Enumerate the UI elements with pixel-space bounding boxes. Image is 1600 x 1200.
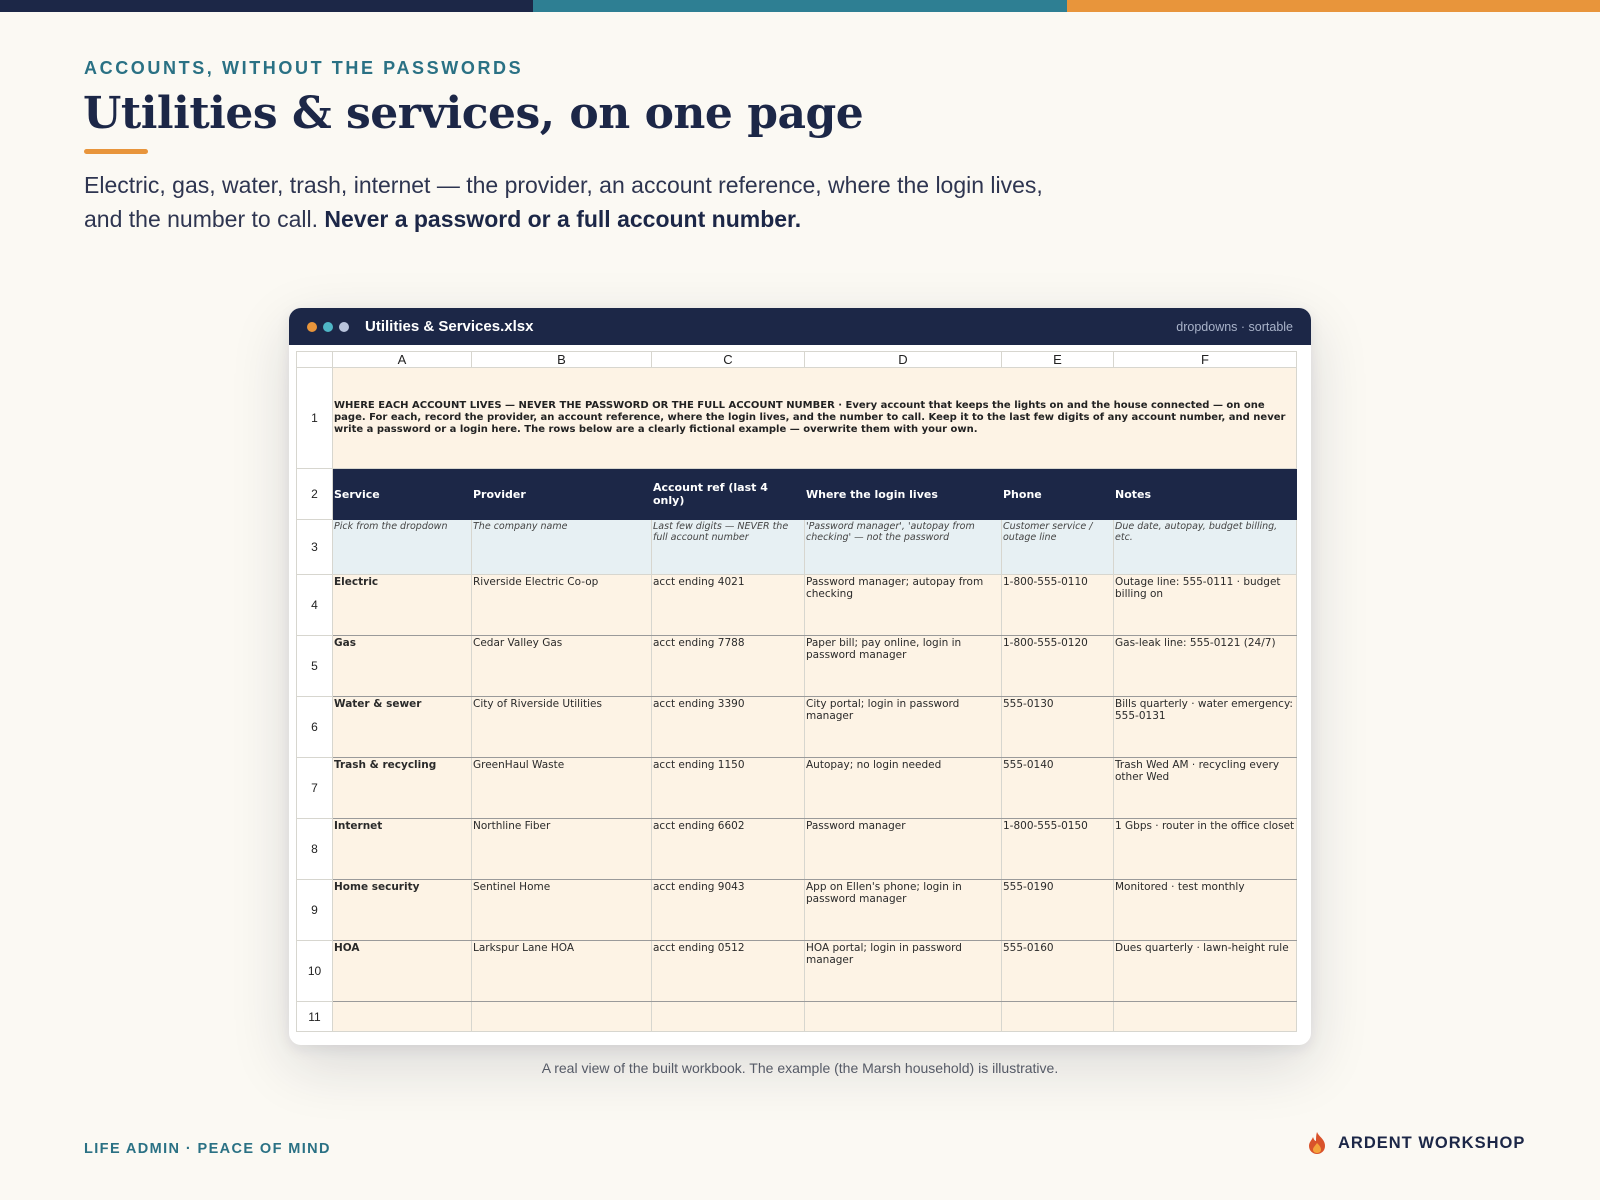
- eyebrow-label: ACCOUNTS, WITHOUT THE PASSWORDS: [84, 58, 524, 78]
- top-color-bar: [0, 0, 1600, 12]
- column-header[interactable]: A: [333, 352, 472, 368]
- table-cell[interactable]: Dues quarterly · lawn-height rule: [1114, 941, 1297, 1002]
- table-cell[interactable]: GreenHaul Waste: [472, 758, 652, 819]
- table-cell[interactable]: Gas: [333, 636, 472, 697]
- figure-caption: A real view of the built workbook. The example (the Marsh household) is illustrative.: [541, 1060, 1059, 1076]
- table-cell[interactable]: Sentinel Home: [472, 880, 652, 941]
- table-cell[interactable]: 555-0140: [1002, 758, 1114, 819]
- column-header[interactable]: C: [652, 352, 805, 368]
- empty-cell[interactable]: [805, 1002, 1002, 1032]
- header-cell[interactable]: Where the login lives: [805, 469, 1002, 520]
- table-cell[interactable]: Password manager: [805, 819, 1002, 880]
- brand-lockup: [1306, 1131, 1525, 1155]
- table-cell[interactable]: acct ending 6602: [652, 819, 805, 880]
- table-cell[interactable]: App on Ellen's phone; login in password manager: [805, 880, 1002, 941]
- table-row: [297, 819, 1297, 880]
- table-cell[interactable]: Electric: [333, 575, 472, 636]
- brand-name: ARDENT WORKSHOP: [1338, 1133, 1526, 1152]
- row-number[interactable]: 8: [297, 819, 333, 880]
- intro-row: [297, 368, 1297, 469]
- hint-cell[interactable]: Last few digits — NEVER the full account number: [652, 520, 805, 575]
- table-cell[interactable]: acct ending 0512: [652, 941, 805, 1002]
- table-cell[interactable]: Larkspur Lane HOA: [472, 941, 652, 1002]
- window-file-name: Utilities & Services.xlsx: [365, 318, 534, 335]
- window-dot-gray: [339, 322, 349, 332]
- data-rows: [297, 575, 1297, 1002]
- window-dot-orange: [307, 322, 317, 332]
- table-cell[interactable]: Riverside Electric Co-op: [472, 575, 652, 636]
- table-row: [297, 941, 1297, 1002]
- table-cell[interactable]: acct ending 4021: [652, 575, 805, 636]
- row-number[interactable]: 9: [297, 880, 333, 941]
- column-header[interactable]: E: [1002, 352, 1114, 368]
- table-cell[interactable]: Paper bill; pay online, login in password manager: [805, 636, 1002, 697]
- intro-cell[interactable]: WHERE EACH ACCOUNT LIVES — NEVER THE PASSWORD OR THE FULL ACCOUNT NUMBER · Every account that keeps the lights on and the house connected — on one page. For each, record the provider, an account reference, where the login lives, and the number to call. Keep it to the last few digits of any account number, and never write a password or a login here. The rows below are a clearly fictional example — overwrite them with your own.: [333, 368, 1297, 469]
- table-cell[interactable]: Password manager; autopay from checking: [805, 575, 1002, 636]
- hint-cell[interactable]: Pick from the dropdown: [333, 520, 472, 575]
- empty-cell[interactable]: [472, 1002, 652, 1032]
- empty-cell[interactable]: [652, 1002, 805, 1032]
- table-cell[interactable]: Bills quarterly · water emergency: 555-0131: [1114, 697, 1297, 758]
- window-feature-tag: dropdowns · sortable: [1176, 319, 1293, 334]
- top-bar-navy-segment: [0, 0, 533, 12]
- table-cell[interactable]: acct ending 1150: [652, 758, 805, 819]
- spreadsheet-window: [289, 308, 1311, 1045]
- row-number[interactable]: 4: [297, 575, 333, 636]
- lede-emphasis: Never a password or a full account number.: [324, 206, 802, 232]
- table-cell[interactable]: Internet: [333, 819, 472, 880]
- header-cell[interactable]: Notes: [1114, 469, 1297, 520]
- table-cell[interactable]: City portal; login in password manager: [805, 697, 1002, 758]
- table-cell[interactable]: acct ending 9043: [652, 880, 805, 941]
- table-cell[interactable]: 555-0160: [1002, 941, 1114, 1002]
- empty-row: [297, 1002, 1297, 1032]
- table-row: [297, 697, 1297, 758]
- row-number[interactable]: 1: [297, 368, 333, 469]
- column-header[interactable]: B: [472, 352, 652, 368]
- header-cell[interactable]: Phone: [1002, 469, 1114, 520]
- table-cell[interactable]: 1-800-555-0150: [1002, 819, 1114, 880]
- table-header-row: [297, 469, 1297, 520]
- empty-cell[interactable]: [333, 1002, 472, 1032]
- table-cell[interactable]: Monitored · test monthly: [1114, 880, 1297, 941]
- column-header[interactable]: F: [1114, 352, 1297, 368]
- table-row: [297, 636, 1297, 697]
- page-title: Utilities & services, on one page: [83, 88, 864, 139]
- table-cell[interactable]: Trash & recycling: [333, 758, 472, 819]
- header-cell[interactable]: Account ref (last 4 only): [652, 469, 805, 520]
- row-number[interactable]: 6: [297, 697, 333, 758]
- hint-row: [297, 520, 1297, 575]
- table-row: [297, 880, 1297, 941]
- empty-cell[interactable]: [1114, 1002, 1297, 1032]
- row-number[interactable]: 11: [297, 1002, 333, 1032]
- hint-cell[interactable]: Customer service / outage line: [1002, 520, 1114, 575]
- table-cell[interactable]: Outage line: 555-0111 · budget billing on: [1114, 575, 1297, 636]
- table-cell[interactable]: Home security: [333, 880, 472, 941]
- table-cell[interactable]: Gas-leak line: 555-0121 (24/7): [1114, 636, 1297, 697]
- table-cell[interactable]: Northline Fiber: [472, 819, 652, 880]
- table-cell[interactable]: acct ending 3390: [652, 697, 805, 758]
- table-row: [297, 758, 1297, 819]
- row-number[interactable]: 3: [297, 520, 333, 575]
- lede-text: Electric, gas, water, trash, internet — the provider, an account reference, where the login lives, and the number to call.: [84, 172, 1043, 232]
- table-cell[interactable]: 1-800-555-0120: [1002, 636, 1114, 697]
- table-cell[interactable]: City of Riverside Utilities: [472, 697, 652, 758]
- table-cell[interactable]: 1-800-555-0110: [1002, 575, 1114, 636]
- table-cell[interactable]: Water & sewer: [333, 697, 472, 758]
- table-cell[interactable]: 1 Gbps · router in the office closet: [1114, 819, 1297, 880]
- top-bar-teal-segment: [533, 0, 1066, 12]
- table-cell[interactable]: Cedar Valley Gas: [472, 636, 652, 697]
- footer-tagline: LIFE ADMIN · PEACE OF MIND: [84, 1141, 331, 1157]
- row-number[interactable]: 10: [297, 941, 333, 1002]
- table-row: [297, 575, 1297, 636]
- select-all-corner[interactable]: [297, 352, 333, 368]
- column-header[interactable]: D: [805, 352, 1002, 368]
- window-titlebar: [289, 308, 1311, 345]
- header-cell[interactable]: Service: [333, 469, 472, 520]
- window-dot-teal: [323, 322, 333, 332]
- table-cell[interactable]: 555-0130: [1002, 697, 1114, 758]
- page-lede: [84, 168, 1084, 236]
- row-number[interactable]: 5: [297, 636, 333, 697]
- table-cell[interactable]: 555-0190: [1002, 880, 1114, 941]
- spreadsheet-grid: [296, 351, 1297, 1032]
- column-header-row: [297, 352, 1297, 368]
- header-cell[interactable]: Provider: [472, 469, 652, 520]
- title-underline: [84, 149, 148, 154]
- row-number[interactable]: 7: [297, 758, 333, 819]
- hint-cell[interactable]: Due date, autopay, budget billing, etc.: [1114, 520, 1297, 575]
- table-cell[interactable]: Trash Wed AM · recycling every other Wed: [1114, 758, 1297, 819]
- table-cell[interactable]: Autopay; no login needed: [805, 758, 1002, 819]
- hint-cell[interactable]: 'Password manager', 'autopay from checking' — not the password: [805, 520, 1002, 575]
- empty-cell[interactable]: [1002, 1002, 1114, 1032]
- flame-logo-icon: [1306, 1131, 1328, 1155]
- top-bar-orange-segment: [1067, 0, 1600, 12]
- table-cell[interactable]: HOA: [333, 941, 472, 1002]
- table-cell[interactable]: HOA portal; login in password manager: [805, 941, 1002, 1002]
- table-cell[interactable]: acct ending 7788: [652, 636, 805, 697]
- row-number[interactable]: 2: [297, 469, 333, 520]
- hint-cell[interactable]: The company name: [472, 520, 652, 575]
